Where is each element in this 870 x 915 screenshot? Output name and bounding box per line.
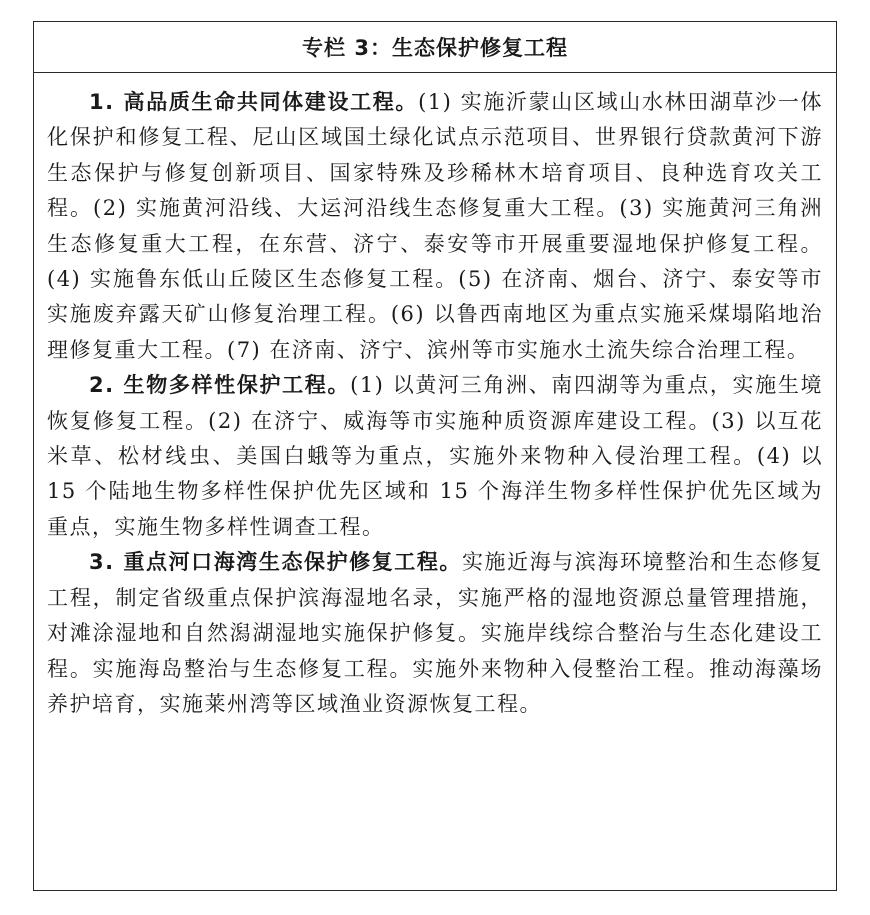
paragraph-2-heading: 2. 生物多样性保护工程。 bbox=[89, 373, 351, 398]
paragraph-1 bbox=[47, 85, 823, 368]
paragraph-1-body: (1) 实施沂蒙山区域山水林田湖草沙一体化保护和修复工程、尼山区域国土绿化试点示范项目、世界银行贷款黄河下游生态保护与修复创新项目、国家特殊及珍稀林木培育项目、良种选育攻关工程。(2) 实施黄河沿线、大运河沿线生态修复重大工程。(3) 实施黄河三角洲生态修复重大工程，在东营、济宁、泰安等市开展重要湿地保护修复工程。(4) 实施鲁东低山丘陵区生态修复工程。(5) 在济南、烟台、济宁、泰安等市实施废弃露天矿山修复治理工程。(6) 以鲁西南地区为重点实施采煤塌陷地治理修复重大工程。(7) 在济南、济宁、滨州等市实施水土流失综合治理工程。 bbox=[47, 90, 824, 362]
column-header bbox=[34, 22, 836, 73]
paragraph-1-heading: 1. 高品质生命共同体建设工程。 bbox=[89, 90, 419, 114]
paragraph-3-heading: 3. 重点河口海湾生态保护修复工程。 bbox=[89, 550, 462, 575]
paragraph-3 bbox=[47, 545, 823, 722]
paragraph-3-body: 实施近海与滨海环境整治和生态修复工程，制定省级重点保护滨海湿地名录，实施严格的湿地资源总量管理措施，对滩涂湿地和自然潟湖湿地实施保护修复。实施岸线综合整治与生态化建设工程。实施海岛整治与生态修复工程。实施外来物种入侵整治工程。推动海藻场养护培育，实施莱州湾等区域渔业资源恢复工程。 bbox=[47, 550, 823, 716]
paragraph-2-body: (1) 以黄河三角洲、南四湖等为重点，实施生境恢复修复工程。(2) 在济宁、威海等市实施种质资源库建设工程。(3) 以互花米草、松材线虫、美国白蛾等为重点，实施外来物种入侵治理工程。(4) 以 15 个陆地生物多样性保护优先区域和 15 个海洋生物多样性保护优先区域为重点，实施生物多样性调查工程。 bbox=[47, 373, 824, 539]
column-box bbox=[33, 21, 837, 891]
column-body bbox=[34, 73, 836, 722]
column-title: 专栏 3：生态保护修复工程 bbox=[302, 36, 568, 60]
paragraph-2 bbox=[47, 368, 823, 545]
